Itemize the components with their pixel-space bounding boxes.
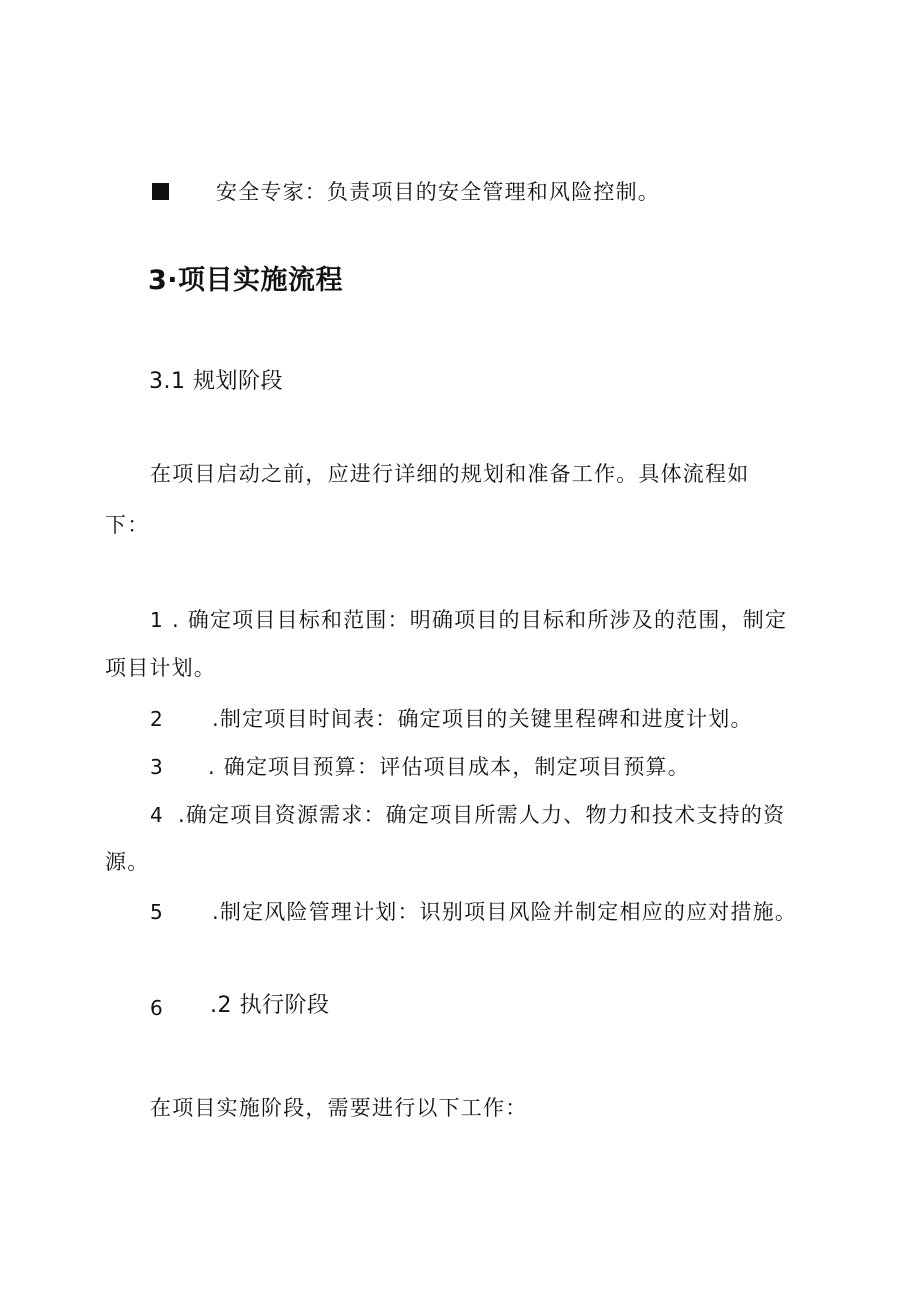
step-text-continued: 源。 [105,850,150,874]
subsection-heading-execution: .2 执行阶段 [210,993,330,1018]
step-text: .确定项目资源需求：确定项目所需人力、物力和技术支持的资 [178,803,786,827]
step-text: . 确定项目预算：评估项目成本，制定项目预算。 [208,755,690,779]
step-number: 4 [150,803,163,827]
execution-intro: 在项目实施阶段，需要进行以下工作： [150,1096,528,1120]
step-text: . 确定项目目标和范围：明确项目的目标和所涉及的范围，制定 [172,608,788,632]
section-heading: 3·项目实施流程 [148,265,344,296]
planning-intro-line-1: 在项目启动之前，应进行详细的规划和准备工作。具体流程如 [150,462,750,486]
step-number: 1 [150,608,163,632]
step-number: 5 [150,900,163,924]
bullet-text: 安全专家：负责项目的安全管理和风险控制。 [216,180,660,204]
step-text: .制定项目时间表：确定项目的关键里程碑和进度计划。 [212,707,753,731]
step-number: 2 [150,707,163,731]
step-text: .制定风险管理计划：识别项目风险并制定相应的应对措施。 [212,900,798,924]
planning-intro-line-2: 下： [105,513,150,537]
subsection-number: 6 [150,996,163,1020]
step-text-continued: 项目计划。 [105,656,216,680]
subsection-heading-planning: 3.1 规划阶段 [149,369,283,394]
step-number: 3 [150,755,163,779]
bullet-square-icon [152,183,169,200]
